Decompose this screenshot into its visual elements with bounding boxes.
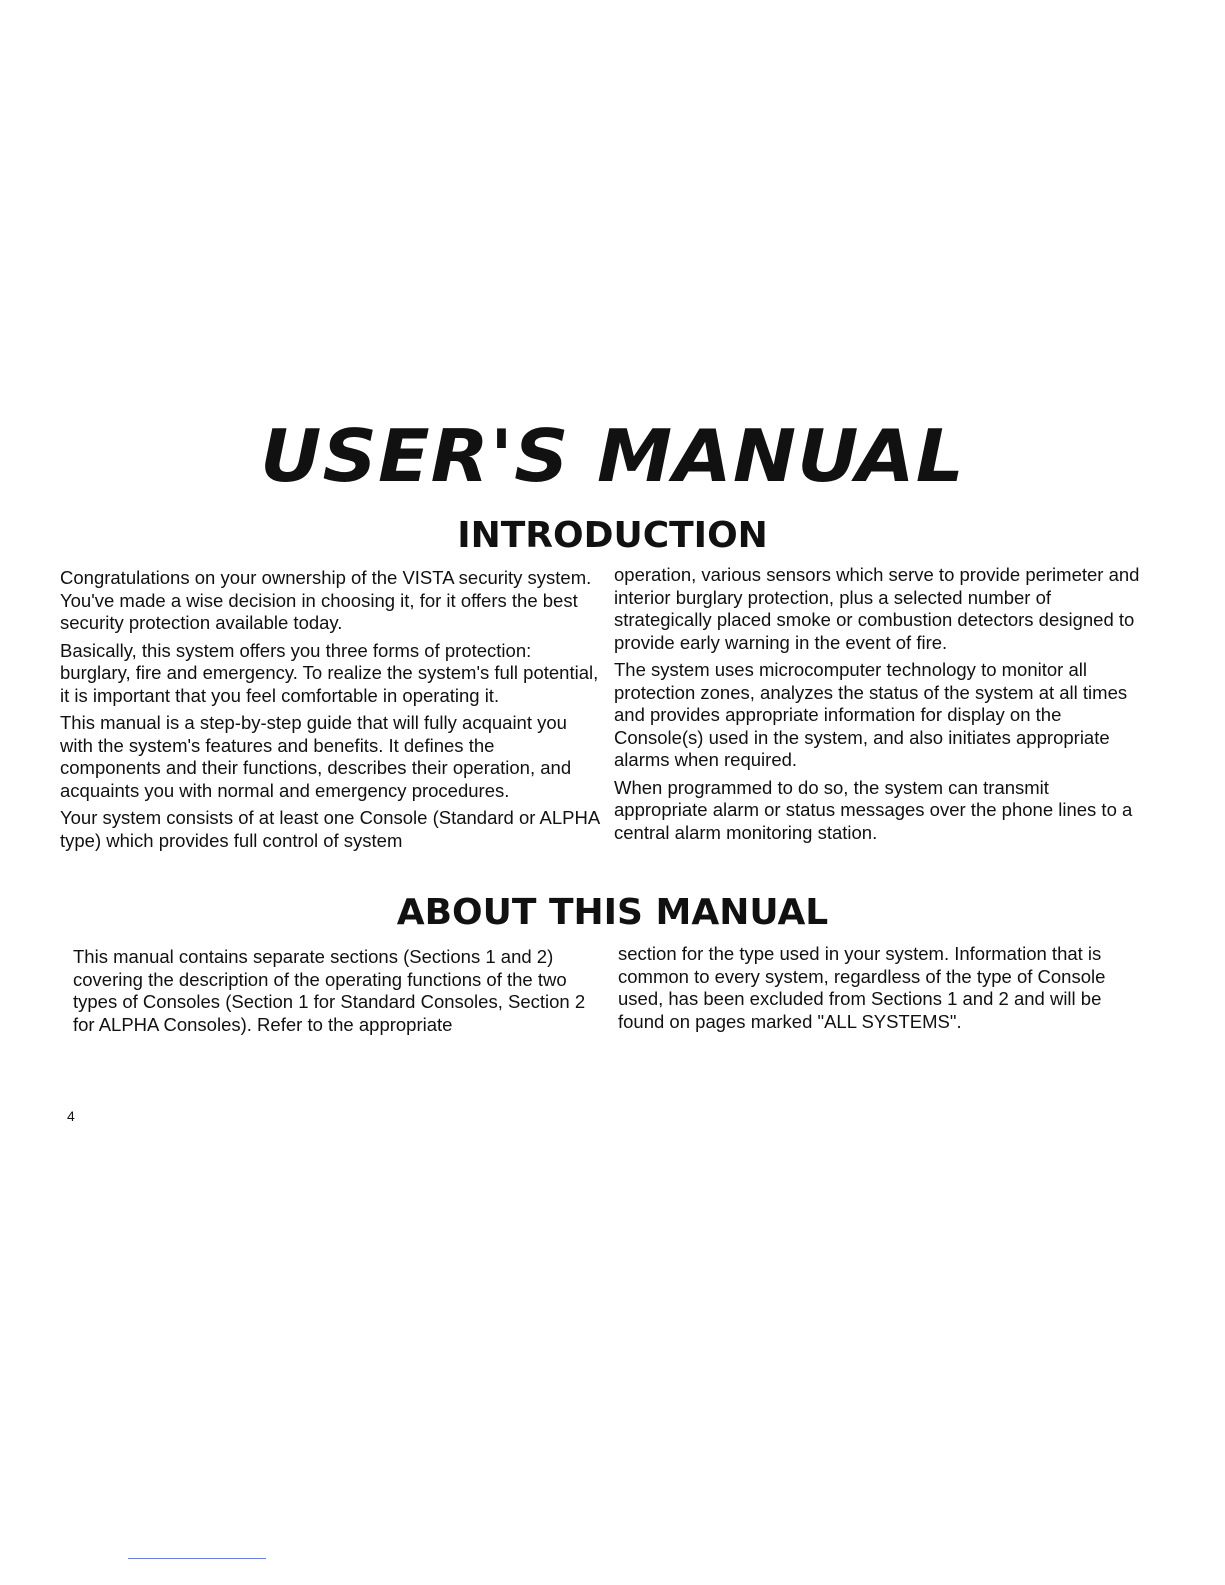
intro-paragraph-operation-sensors: operation, various sensors which serve to provide perimeter and interior burglary protection, plus a selected number of strategically placed smoke or combustion detectors designed to provide early warning in the event of fire. <box>614 564 1140 653</box>
page-number: 4 <box>67 1108 75 1124</box>
intro-paragraph-transmit: When programmed to do so, the system can transmit appropriate alarm or status messages over the phone lines to a central alarm monitoring station. <box>614 776 1133 843</box>
intro-paragraph-manual-guide: This manual is a step-by-step guide that will fully acquaint you with the system's features and benefits. It defines the components and their functions, describes their operation, and acquaints you with normal and emergency procedures. <box>60 712 572 801</box>
about-paragraph-common-info: section for the type used in your system. Information that is common to every system, regardless of the type of Console used, has been excluded from Sections 1 and 2 and will be found on pages marked "ALL SYSTEMS". <box>618 943 1106 1032</box>
introduction-heading: INTRODUCTION <box>457 515 768 556</box>
about-right-column <box>618 943 1138 1038</box>
introduction-right-column <box>614 564 1144 849</box>
intro-paragraph-microcomputer: The system uses microcomputer technology to monitor all protection zones, analyzes the status of the system at all times and provides appropriate information for display on the Console(s) used in the system, and also initiates appropriate alarms when required. <box>614 659 1128 770</box>
introduction-left-column <box>60 567 600 857</box>
about-heading: ABOUT THIS MANUAL <box>396 892 829 933</box>
about-paragraph-sections: This manual contains separate sections (Sections 1 and 2) covering the description of the operating functions of the two types of Consoles (Section 1 for Standard Consoles, Section 2 for ALPHA Consoles). Refer to the appropriate <box>73 946 586 1035</box>
document-title: USER'S MANUAL <box>260 414 965 498</box>
intro-paragraph-protection-forms: Basically, this system offers you three forms of protection: burglary, fire and emergency. To realize the system's full potential, it is important that you feel comfortable in operating it. <box>60 639 599 706</box>
about-left-column <box>73 946 598 1041</box>
intro-paragraph-system-consists: Your system consists of at least one Console (Standard or ALPHA type) which provides full control of system <box>60 807 600 851</box>
intro-paragraph-congratulations: Congratulations on your ownership of the VISTA security system. You've made a wise decision in choosing it, for it offers the best security protection available today. <box>60 567 592 633</box>
link-underline <box>128 1558 266 1559</box>
